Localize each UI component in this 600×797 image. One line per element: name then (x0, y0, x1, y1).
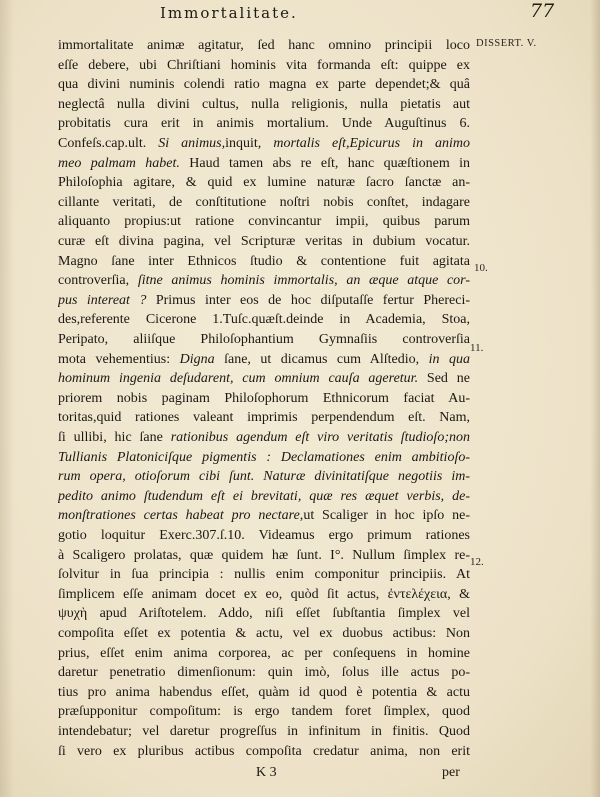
roman-text: ſimplicem eſſe animam docet ex eo, quòd ſit actus, ἐντελέχεια, & (58, 586, 470, 602)
italic-text: Digna (179, 351, 215, 367)
roman-text: curæ eſt divina pagina, vel Scripturæ veritas in dubium vocatur. (58, 234, 470, 249)
text-line (58, 330, 470, 350)
text-line (58, 173, 470, 193)
text-line (58, 546, 470, 566)
roman-text: toritas,quid rationes valeant imprimis perpendendum eſt. Nam, (58, 410, 470, 426)
roman-text: à Scaligero prolatas, quæ quidem hæ ſunt. I°. Nullum ſimplex re- (58, 547, 470, 563)
margin-note-dissertation: DISSERT. V. (476, 38, 537, 49)
roman-text: immortalitate animæ agitatur, ſed hanc omnino principii loco (58, 38, 470, 53)
roman-text: Sed ne (418, 371, 470, 387)
margin-note-section-11: 11. (470, 342, 484, 354)
text-line (58, 95, 470, 115)
roman-text: ſolvitur in ſua principia : nullis enim componitur principiis. At (58, 567, 470, 583)
roman-text: controverſia, (58, 273, 138, 289)
italic-text: rum opera, otioſorum cibi ſunt. Naturæ divinitatiſque negotiis im- (58, 469, 470, 485)
text-line (58, 212, 470, 232)
roman-text: Confeſs.cap.ult. (58, 136, 159, 151)
text-line (58, 154, 470, 174)
text-line (58, 448, 470, 468)
margin-note-section-10: 10. (474, 262, 488, 274)
italic-text: in qua (428, 351, 470, 367)
italic-text: monſtrationes certas habeat pro nectare, (58, 508, 304, 524)
roman-text: ſane, ut dicamus cum Alſtedio, (214, 351, 429, 367)
roman-text: prius, eſſet enim anima corporea, ac per conſequens in homine (58, 645, 470, 661)
text-line (58, 467, 470, 487)
text-line (58, 663, 470, 683)
roman-text: probitatis cura erit in animis mortalium. Unde Auguſtinus 6. (58, 116, 470, 132)
text-line (58, 114, 470, 134)
text-line (58, 193, 470, 213)
text-line (58, 742, 470, 762)
text-line (58, 722, 470, 742)
italic-text: mortalis eſt,Epicurus in animo (273, 136, 470, 151)
roman-text: Magno ſane inter Ethnicos ſtudio & contentione fuit agitata (58, 253, 470, 269)
text-line (58, 604, 470, 624)
italic-text: pedito animo ſtudendum eſt ei brevitati, quæ res æquet verbis, de- (58, 488, 470, 504)
text-line (58, 56, 470, 76)
italic-text: pus intereat ? (58, 292, 147, 308)
text-line (58, 369, 470, 389)
roman-text: priorem nobis paginam Philoſophorum Ethnicorum faciat Au- (58, 390, 470, 406)
roman-text: des,referente Cicerone 1.Tuſc.quæſt.deinde in Academia, Stoa, (58, 312, 470, 328)
text-line (58, 683, 470, 703)
roman-text: aliquanto propius:ut ratione convincantur impii, quibus parum (58, 214, 470, 230)
page-number: 77 (530, 0, 555, 22)
italic-text: Si animus, (158, 136, 226, 151)
text-line (58, 565, 470, 585)
roman-text: intendebatur; vel daretur progreſſus in infinitum in finitis. Quod (58, 724, 470, 739)
text-line (58, 36, 470, 56)
roman-text: cillante veritati, de conſtitutione noſtri nobis conſtet, indagare (58, 194, 470, 210)
margin-note-section-12: 12. (470, 556, 484, 568)
text-line (58, 232, 470, 252)
text-line (58, 526, 470, 546)
roman-text: ψυχὴ apud Ariſtotelem. Addo, niſi eſſet ſubſtantia ſimplex vel (58, 606, 470, 622)
italic-text: ſitne animus hominis immortalis, an æque atque cor- (137, 273, 470, 289)
text-line (58, 252, 470, 272)
text-line (58, 291, 470, 311)
roman-text: præſupponitur compoſitum: is ergo tandem foret ſimplex, quod (58, 704, 470, 720)
roman-text: Haud tamen abs re eſt, hanc quæſtionem in (179, 155, 470, 171)
text-line (58, 428, 470, 448)
signature-mark: K 3 (256, 765, 277, 780)
italic-text: meo palmam habet. (58, 155, 180, 171)
roman-text: compoſita eſſet ex potentia & actu, vel ex duobus actibus: Non (58, 626, 470, 641)
text-line (58, 75, 470, 95)
roman-text: qua divini numinis colendi ratio magna ex parte dependet;& quâ (58, 77, 470, 93)
roman-text: inquit, (225, 136, 274, 151)
text-line (58, 134, 470, 154)
catchword: per (442, 765, 460, 780)
roman-text: ſi vero ex pluribus actibus compoſita credatur anima, non erit (58, 743, 470, 759)
roman-text: daretur penetratio dimenſionum: quin imò, ſolus ille actus po- (58, 665, 470, 681)
text-line (58, 585, 470, 605)
roman-text: mota vehementius: (58, 351, 180, 367)
roman-text: neglectâ nulla divini cultus, nulla religionis, nulla pietatis aut (58, 96, 470, 112)
text-line (58, 271, 470, 291)
roman-text: ſi ullibi, hic ſane (58, 430, 171, 445)
running-title: Immortalitate. (160, 4, 298, 22)
roman-text: Primus inter eos de hoc diſputaſſe fertur Phereci- (146, 292, 470, 308)
text-line (58, 310, 470, 330)
roman-text: Philoſophia agitare, & quid ex lumine naturæ ſacro ſanctæ an- (58, 175, 470, 191)
text-line (58, 702, 470, 722)
roman-text: eſſe debere, ubi Chriſtiani hominis vita formanda eſt: quippe ex (58, 57, 470, 73)
text-line (58, 487, 470, 507)
text-line (58, 408, 470, 428)
roman-text: ut Scaliger in hoc ipſo ne- (303, 508, 470, 524)
roman-text: gotio loquitur Exerc.307.ſ.10. Videamus ergo primum rationes (58, 528, 470, 543)
text-line (58, 506, 470, 526)
roman-text: tius pro anima habendus eſſet, quàm id quod è potentia & actu (58, 684, 470, 700)
text-line (58, 350, 470, 370)
text-line (58, 624, 470, 644)
text-line (58, 389, 470, 409)
italic-text: Tullianis Platoniciſque pigmentis : Declamationes enim ambitioſo- (58, 449, 470, 465)
italic-text: rationibus agendum eſt viro veritatis ſtudioſo;non (170, 430, 470, 445)
text-line (58, 644, 470, 664)
roman-text: Peripato, aliiſque Philoſophantium Gymnaſiis controverſia (58, 332, 470, 347)
italic-text: hominum ingenia deſudarent, cum omnium cauſa ageretur. (58, 371, 419, 387)
